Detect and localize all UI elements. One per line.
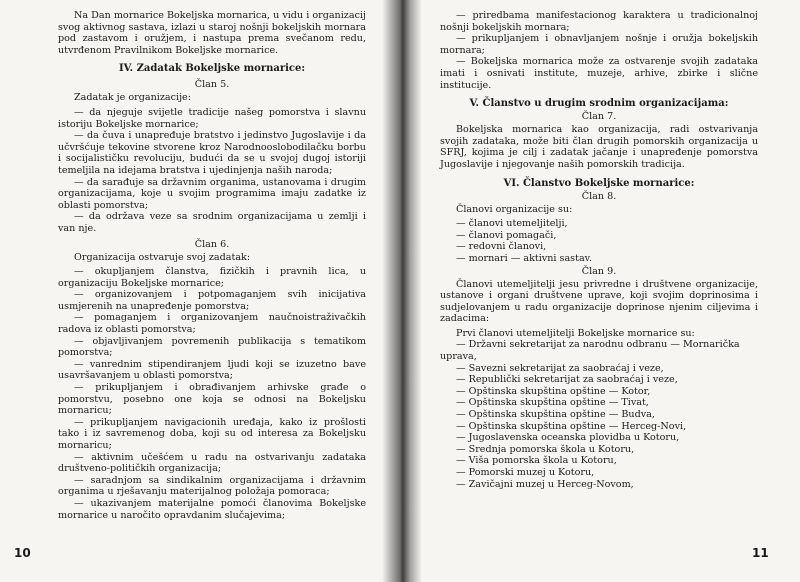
list-item: — Pomorski muzej u Kotoru, xyxy=(456,467,595,478)
clan-9-text: Članovi utemeljitelji jesu privredne i društvene organizacije, ustanove i organi društvene uprave, koji svojim doprinosima i sudjelovanjem u radu organizacije doprinose njenim ciljevima i zadacima: xyxy=(440,278,758,325)
list-item: — Opštinska skupština opštine — Tivat, xyxy=(456,397,649,409)
clan-8-lead: Članovi organizacije su: xyxy=(456,203,573,215)
clan-6-item: — ukazivanjem materijalne pomoći članovima Bokeljske mornarice u naročito opravdanim slučajevima; xyxy=(58,497,366,521)
list-item: — Državni sekretarijat za narodnu odbranu — Mornarička uprava, xyxy=(440,339,740,363)
section-v-heading: V. Članstvo u drugim srodnim organizacijama: xyxy=(469,98,729,110)
continued-item: — Bokeljska mornarica može za ostvarenje svojih zadataka imati i osnivati institute, muzeje, arhive, zbirke i slične institucije. xyxy=(440,56,758,91)
list-item: — mornari — aktivni sastav. xyxy=(456,252,592,264)
page-number-left: 10 xyxy=(14,546,31,560)
page-number-right: 11 xyxy=(752,546,769,560)
clan-6-item: — okupljanjem članstva, fizičkih i pravnih lica, u organizaciju Bokeljske mornarice; xyxy=(58,266,366,289)
clan-5-lead: Zadatak je organizacije: xyxy=(74,92,191,104)
section-iv-heading: IV. Zadatak Bokeljske mornarice: xyxy=(118,63,306,75)
clan-6-item: — aktivnim učešćem u radu na ostvarivanju zadataka društveno-političkih organizacija; xyxy=(58,451,366,475)
clan-9-lead: Prvi članovi utemeljitelji Bokeljske mornarice su: xyxy=(456,327,695,339)
clan-6-item: — organizovanjem i potpomaganjem svih inicijativa usmjerenih na unapređenje pomorstva; xyxy=(58,289,366,312)
right-page-text xyxy=(440,10,758,490)
clan-5-item: — da sarađuje sa državnim organima, ustanovama i drugim organizacijama, koje u svojim programima imaju zadatke iz oblasti pomorstva; xyxy=(58,176,366,211)
clan-6-item: — objavljivanjem povremenih publikacija s tematikom pomorstva; xyxy=(58,335,366,359)
left-page-text xyxy=(58,10,366,521)
clan-5-item: — da njeguje svijetle tradicije našeg pomorstva i slavnu istoriju Bokeljske mornarice; xyxy=(58,106,366,130)
list-item: — Opštinska skupština opštine — Budva, xyxy=(456,409,655,421)
list-item: — Opštinska skupština opštine — Kotor, xyxy=(456,385,651,397)
clan-6-item: — prikupljanjem navigacionih uređaja, kako iz prošlosti tako i iz savremenog doba, koji su od interesa za Bokeljsku mornaricu; xyxy=(58,416,366,451)
list-item: — članovi pomagači, xyxy=(456,229,557,241)
clan-5-item: — da čuva i unapređuje bratstvo i jedinstvo Jugoslavije i da učvršćuje tekovine stvorene kroz Narodnooslobodilačku borbu i socijalističku revoluciju, budući da se u svojoj dugoj istoriji temeljila na idejama bratstva i ujedinjenja naših naroda; xyxy=(58,130,366,176)
list-item: — Savezni sekretarijat za saobraćaj i veze, xyxy=(456,362,664,374)
clan-6-item: — vanrednim stipendiranjem ljudi koji se izuzetno bave usavršavanjem u oblasti pomorstva; xyxy=(58,358,366,382)
list-item: — Jugoslavenska oceanska plovidba u Kotoru, xyxy=(456,432,680,444)
member-types-list xyxy=(440,218,758,264)
clan-6-heading: Član 6. xyxy=(194,238,230,250)
list-item: — Republički sekretarijat za saobraćaj i veze, xyxy=(456,374,678,386)
list-item: — Srednja pomorska škola u Kotoru, xyxy=(456,443,635,455)
list-item: — Opštinska skupština opštine — Herceg-Novi, xyxy=(456,420,687,432)
book-gutter-shadow xyxy=(382,0,422,582)
list-item: — redovni članovi, xyxy=(456,241,547,253)
clan-6-lead: Organizacija ostvaruje svoj zadatak: xyxy=(74,251,251,263)
founders-list xyxy=(440,339,758,490)
intro-paragraph: Na Dan mornarice Bokeljska mornarica, u vidu i organizacij svog aktivnog sastava, izlazi u staroj nošnji bokeljskih mornara pod zastavom i oružjem, i nastupa prema svečanom redu, utvrđenom Pravilnikom Bokeljske mornarice. xyxy=(58,10,366,56)
clan-6-item: — pomaganjem i organizovanjem naučnoistraživačkih radova iz oblasti pomorstva; xyxy=(58,312,366,336)
clan-6-item: — saradnjom sa sindikalnim organizacijama i državnim organima u rješavanju materijalnog položaja pomoraca; xyxy=(58,474,366,498)
clan-5-heading: Član 5. xyxy=(194,79,230,91)
clan-6-item: — prikupljanjem i obrađivanjem arhivske građe o pomorstvu, posebno one koja se odnosi na Bokeljsku mornaricu; xyxy=(58,382,366,417)
list-item: — Zavičajni muzej u Herceg-Novom, xyxy=(456,478,634,490)
clan-8-heading: Član 8. xyxy=(581,190,617,202)
clan-9-heading: Član 9. xyxy=(581,265,617,277)
clan-7-heading: Član 7. xyxy=(581,111,617,123)
continued-item: — prikupljanjem i obnavljanjem nošnje i oružja bokeljskih mornara; xyxy=(440,33,758,56)
clan-7-text: Bokeljska mornarica kao organizacija, radi ostvarivanja svojih zadataka, može biti član drugih pomorskih organizacija u SFRJ, kojima je cilj i zadatak jačanje i unapređenje pomorstva Jugoslavije i njegovanje naših pomorskih tradicija. xyxy=(440,124,758,170)
continued-item: — priredbama manifestacionog karaktera u tradicionalnoj nošnji bokeljskih mornara; xyxy=(440,10,758,33)
list-item: — članovi utemeljitelji, xyxy=(456,218,568,230)
section-vi-heading: VI. Članstvo Bokeljske mornarice: xyxy=(503,177,695,189)
right-page xyxy=(400,0,800,582)
clan-5-item: — da održava veze sa srodnim organizacijama u zemlji i van nje. xyxy=(58,211,366,234)
list-item: — Viša pomorska škola u Kotoru, xyxy=(456,455,617,467)
